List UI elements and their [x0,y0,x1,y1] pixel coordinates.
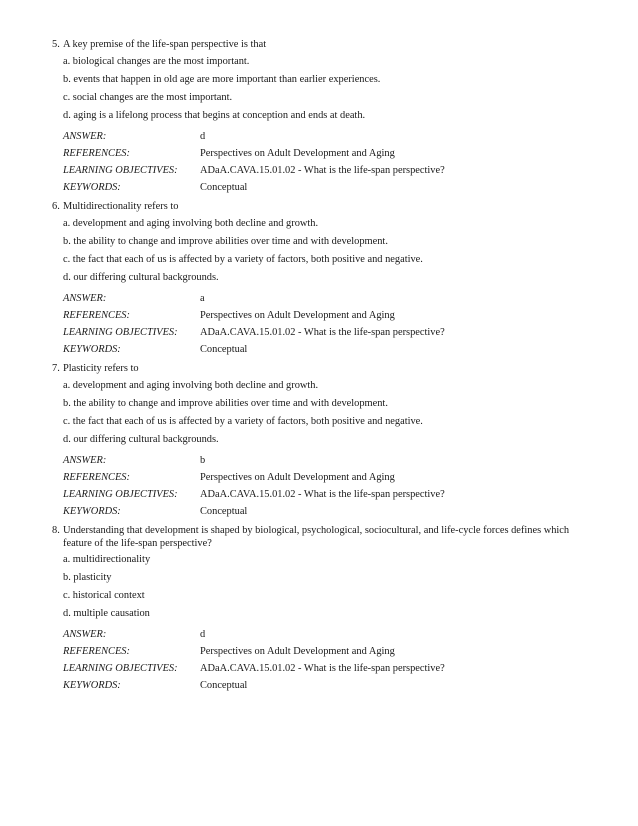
answer-label: ANSWER: [63,293,107,304]
objectives-label: LEARNING OBJECTIVES: [63,327,178,338]
answer-label: ANSWER: [63,455,107,466]
references-value: Perspectives on Adult Development and Aging [200,646,395,657]
references-value: Perspectives on Adult Development and Aging [200,310,395,321]
answer-value: b [200,455,206,466]
references-row [63,645,598,662]
objectives-value: ADaA.CAVA.15.01.02 - What is the life-span perspective? [200,165,445,176]
objectives-label: LEARNING OBJECTIVES: [63,489,178,500]
answer-options [63,217,598,289]
answer-row [63,454,598,471]
question-stem [52,362,598,375]
keywords-value: Conceptual [200,344,248,355]
objectives-row [63,488,598,505]
keywords-row [63,343,598,360]
option-b: b. plasticity [63,572,112,583]
question-number: 5. [52,39,60,50]
answer-options [63,379,598,451]
option-d: d. multiple causation [63,608,150,619]
option-b: b. the ability to change and improve abilities over time and with development. [63,236,388,247]
answer-row [63,130,598,147]
references-label: REFERENCES: [63,646,130,657]
question-number: 8. [52,525,60,536]
objectives-row [63,164,598,181]
option-c: c. social changes are the most important. [63,92,233,103]
answer-options [63,55,598,127]
answer-value: a [200,293,205,304]
keywords-row [63,505,598,522]
option-a: a. multidirectionality [63,554,151,565]
question-number: 7. [52,363,60,374]
question-text: A key premise of the life-span perspective is that [63,39,267,50]
option-c: c. historical context [63,590,145,601]
objectives-row [63,662,598,679]
option-b: b. events that happen in old age are more important than earlier experiences. [63,74,381,85]
question-metadata [63,628,598,696]
answer-options [63,553,598,625]
answer-label: ANSWER: [63,131,107,142]
option-d: d. aging is a lifelong process that begins at conception and ends at death. [63,110,366,121]
question-text: Understanding that development is shaped by biological, psychological, sociocultural, and life-cycle forces defines which feature of the life-span perspective? [63,525,570,549]
keywords-value: Conceptual [200,182,248,193]
references-row [63,147,598,164]
question-text: Plasticity refers to [63,363,139,374]
option-c: c. the fact that each of us is affected by a variety of factors, both positive and negative. [63,254,423,265]
option-a: a. development and aging involving both decline and growth. [63,380,319,391]
question-8 [52,524,598,696]
objectives-value: ADaA.CAVA.15.01.02 - What is the life-span perspective? [200,327,445,338]
keywords-label: KEYWORDS: [63,680,121,691]
references-label: REFERENCES: [63,148,130,159]
option-a: a. development and aging involving both decline and growth. [63,218,319,229]
answer-value: d [200,131,206,142]
keywords-value: Conceptual [200,506,248,517]
question-stem [52,38,598,51]
option-c: c. the fact that each of us is affected by a variety of factors, both positive and negative. [63,416,423,427]
references-row [63,309,598,326]
question-5 [52,38,598,198]
question-stem [52,200,598,213]
objectives-label: LEARNING OBJECTIVES: [63,165,178,176]
references-row [63,471,598,488]
question-stem [52,524,598,550]
answer-row [63,292,598,309]
question-text: Multidirectionality refers to [63,201,179,212]
question-metadata [63,292,598,360]
question-metadata [63,454,598,522]
keywords-label: KEYWORDS: [63,506,121,517]
references-label: REFERENCES: [63,310,130,321]
objectives-value: ADaA.CAVA.15.01.02 - What is the life-span perspective? [200,663,445,674]
objectives-row [63,326,598,343]
question-metadata [63,130,598,198]
option-a: a. biological changes are the most important. [63,56,250,67]
answer-value: d [200,629,206,640]
keywords-label: KEYWORDS: [63,182,121,193]
question-7 [52,362,598,522]
objectives-label: LEARNING OBJECTIVES: [63,663,178,674]
answer-label: ANSWER: [63,629,107,640]
keywords-row [63,679,598,696]
question-number: 6. [52,201,60,212]
references-label: REFERENCES: [63,472,130,483]
option-b: b. the ability to change and improve abilities over time and with development. [63,398,388,409]
references-value: Perspectives on Adult Development and Aging [200,148,395,159]
objectives-value: ADaA.CAVA.15.01.02 - What is the life-span perspective? [200,489,445,500]
option-d: d. our differing cultural backgrounds. [63,272,219,283]
references-value: Perspectives on Adult Development and Aging [200,472,395,483]
keywords-row [63,181,598,198]
keywords-label: KEYWORDS: [63,344,121,355]
option-d: d. our differing cultural backgrounds. [63,434,219,445]
question-6 [52,200,598,360]
keywords-value: Conceptual [200,680,248,691]
answer-row [63,628,598,645]
